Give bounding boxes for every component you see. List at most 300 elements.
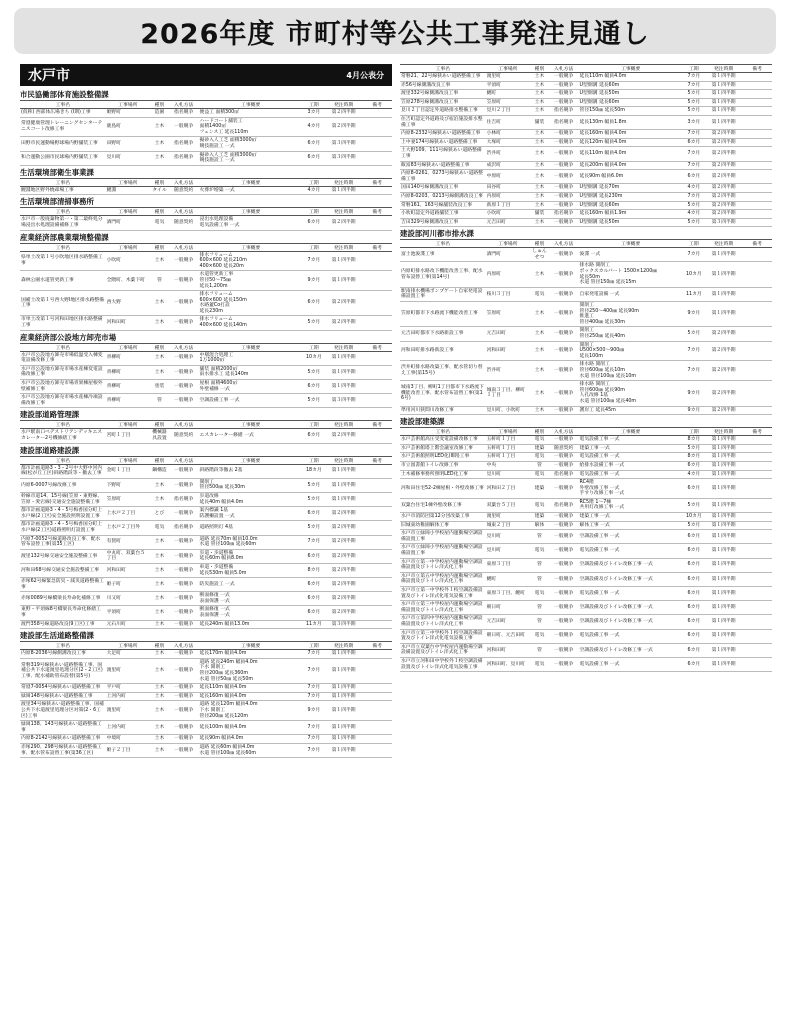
table-cell: 管 [530, 643, 549, 657]
table-cell [362, 735, 392, 744]
table-cell: 元吉田町 [486, 327, 531, 341]
table-cell: 土木 [530, 147, 549, 161]
table-cell: 一般競争 [169, 535, 199, 549]
right-sections [400, 64, 772, 672]
column-header: 備考 [742, 428, 772, 436]
table-cell: 6カ月 [303, 151, 325, 165]
table-cell: 成沢町 [486, 161, 531, 170]
table-row [400, 558, 772, 572]
construction-table [20, 343, 392, 409]
table-cell [742, 302, 772, 327]
table-cell: 第１四半期 [705, 479, 742, 499]
column-header: 発注時期 [325, 421, 362, 429]
table-header-row [400, 240, 772, 248]
right-column [400, 64, 772, 672]
table-cell: 指名競争 [169, 109, 199, 118]
table-cell: 第２四半期 [705, 201, 742, 210]
table-cell: 桜川３丁目 [486, 287, 531, 301]
table-row [20, 507, 392, 521]
table-cell: 建築工事 一式 [579, 513, 683, 522]
table-cell: 4カ月 [303, 186, 325, 195]
table-cell: 一般競争 [169, 549, 199, 563]
table-cell [362, 151, 392, 165]
table-cell: 水戸市立第五中学校屋内運動場空調設備設置及びトイレ洋式化工事 [400, 572, 486, 586]
table-cell: 西大野 [106, 291, 151, 316]
table-row [400, 248, 772, 262]
table-cell: 電気 [530, 587, 549, 601]
table-cell: 土木 [150, 478, 169, 492]
column-header: 工事名 [20, 101, 106, 109]
department-heading: 生活環境部衛生事業課 [20, 167, 94, 177]
table-cell: 土木 [530, 90, 549, 99]
table-cell: 城南３丁目、柳町１丁目 [486, 381, 531, 406]
table-cell: 土木 [150, 535, 169, 549]
table-cell: 下野町 [106, 478, 151, 492]
table-cell: 一般競争 [549, 262, 579, 287]
table-cell: 5カ月 [683, 107, 705, 116]
table-cell: 10カ月 [683, 513, 705, 522]
table-cell: 五軒町１丁目 [486, 444, 531, 453]
table-cell: 一般競争 [549, 544, 579, 558]
table-cell: 青柳町 [106, 365, 151, 379]
table-cell: 10カ月 [303, 351, 325, 365]
table-row [20, 549, 392, 563]
table-cell: 全隈町、木葉下町 [106, 271, 151, 291]
table-cell: 管 [530, 601, 549, 615]
table-cell: 第１四半期 [325, 186, 362, 195]
table-cell: 東原３丁目、鯉町 [486, 587, 531, 601]
table-cell: 第１四半期 [325, 478, 362, 492]
table-cell: 給排水設備工事 一式 [579, 461, 683, 470]
table-cell: 第１四半期 [705, 461, 742, 470]
table-cell [362, 365, 392, 379]
table-row [400, 81, 772, 90]
column-header: 備考 [362, 178, 392, 186]
department-heading: 建設部道路建設課 [20, 445, 80, 455]
table-cell: 延長110m 幅員4.0m [579, 147, 683, 161]
table-cell: 一般競争 [549, 461, 579, 470]
table-row [400, 470, 772, 479]
table-cell: 双葉台住宅1棟外壁改修工事 [400, 498, 486, 512]
column-header: 発注時期 [325, 101, 362, 109]
table-cell: 6カ月 [303, 216, 325, 230]
table-cell [362, 701, 392, 721]
table-row [20, 721, 392, 735]
table-cell [362, 429, 392, 443]
table-cell: 住吉町認定外道路及び宿泊施設排水整備工事 [400, 115, 486, 129]
table-cell [742, 107, 772, 116]
table-row [400, 572, 772, 586]
table-cell [742, 615, 772, 629]
column-header: 工事場所 [106, 642, 151, 650]
table-cell: 第１四半期 [705, 302, 742, 327]
column-header: 種別 [150, 642, 169, 650]
table-cell: 見川町 [486, 530, 531, 544]
table-cell: 内原7-0052号線道路改良工事、配水管布設替工事(第35工区) [20, 535, 106, 549]
table-cell: 一般競争 [549, 587, 579, 601]
table-cell [362, 650, 392, 659]
table-cell: 第１四半期 [325, 735, 362, 744]
table-cell: 河和田２丁目 [486, 479, 531, 499]
table-cell: U型側溝 延長50m [579, 90, 683, 99]
table-row [400, 498, 772, 512]
table-cell: 準用河川狭間川改修工事 [400, 406, 486, 415]
table-cell: 和合運動公園市民球場内野舗装工事 [20, 151, 106, 165]
table-cell: 一般競争 [549, 170, 579, 184]
table-cell: 中境町 [106, 735, 151, 744]
table-row [400, 643, 772, 657]
table-cell: 一般競争 [549, 558, 579, 572]
table-row [400, 327, 772, 341]
department-heading: 市民協働部体育施設整備課 [20, 90, 109, 99]
column-header: 入札方法 [549, 428, 579, 436]
table-row [20, 365, 392, 379]
table-cell: 住吉町 [486, 115, 531, 129]
table-row [20, 351, 392, 365]
table-cell [362, 606, 392, 620]
table-cell: 5カ月 [683, 90, 705, 99]
table-cell: 第３四半期 [325, 137, 362, 151]
table-row [20, 291, 392, 316]
table-cell: 指名競争 [169, 521, 199, 535]
table-cell: 第２四半期 [325, 592, 362, 606]
table-cell: 一般競争 [169, 620, 199, 629]
table-cell: 第１四半期 [325, 380, 362, 394]
table-cell: 緑岡148号線狭あい道路整備工事 [20, 692, 106, 701]
table-cell: 第２四半期 [325, 606, 362, 620]
table-cell: 上河内町 [106, 692, 151, 701]
table-row [400, 361, 772, 381]
column-header: 工事名 [20, 178, 106, 186]
table-cell: 一般競争 [549, 147, 579, 161]
table-row [400, 381, 772, 406]
table-cell: 渡里132号線交通安全施設整備工事 [20, 549, 106, 563]
table-cell: 一般競争 [549, 327, 579, 341]
table-row [20, 606, 392, 620]
column-header: 工事概要 [579, 65, 683, 73]
table-cell: 指名競争 [549, 470, 579, 479]
table-cell [362, 380, 392, 394]
table-row [400, 341, 772, 361]
table-cell: 第１四半期 [325, 365, 362, 379]
table-cell: 一般競争 [549, 287, 579, 301]
table-cell: 朝日町 [486, 601, 531, 615]
table-row [20, 535, 392, 549]
table-header-row [400, 65, 772, 73]
table-cell: 排水フリューム 400×600 延長140m [199, 316, 303, 330]
table-cell: 9カ月 [683, 302, 705, 327]
column-header: 入札方法 [169, 343, 199, 351]
table-row [20, 394, 392, 408]
table-cell: 常澄7-0054号線狭あい道路整備工事 [20, 684, 106, 693]
table-cell: 水戸市公設地方卸売市場低温受入棟変電設備改修工事 [20, 351, 106, 365]
table-cell [742, 341, 772, 361]
table-cell: 第１四半期 [705, 81, 742, 90]
table-cell: 土木 [150, 351, 169, 365]
table-cell: 4カ月 [303, 117, 325, 137]
table-cell: 7カ月 [303, 535, 325, 549]
table-cell: 鯉淵 [106, 186, 151, 195]
table-cell: 6カ月 [303, 507, 325, 521]
table-cell: (仮称) 西部体広場きち (Ⅰ期)工事 [20, 109, 106, 118]
table-cell: 開削工 U500×500～900㎜ 延長100m [579, 341, 683, 361]
table-cell: 土木 [530, 192, 549, 201]
table-cell: 小吹町 [486, 210, 531, 219]
table-cell: 河和田町 [486, 341, 531, 361]
column-header: 発注時期 [325, 456, 362, 464]
table-cell: 電気 [150, 216, 169, 230]
column-header: 工事名 [400, 65, 486, 73]
table-cell: 防災施設工 一式 [199, 578, 303, 592]
table-cell: 鯉町 [486, 90, 531, 99]
table-cell: 第１四半期 [705, 615, 742, 629]
table-cell [742, 643, 772, 657]
table-cell: 第１四半期 [705, 587, 742, 601]
department-heading: 建設部河川都市排水課 [400, 229, 474, 239]
table-cell: 小林町 [486, 130, 531, 139]
table-cell: 一般競争 [169, 721, 199, 735]
table-cell: 内原8-2142号線狭あい道路整備工事 [20, 735, 106, 744]
table-cell: 第２四半期 [325, 535, 362, 549]
column-header: 発注時期 [705, 65, 742, 73]
table-row [20, 743, 392, 757]
column-header: 種別 [150, 421, 169, 429]
table-cell: 内原8-2036号線側溝改良工事 [20, 650, 106, 659]
table-cell: 五軒町１丁目 [486, 436, 531, 445]
table-cell: 鯉町 [486, 572, 531, 586]
table-row [400, 406, 772, 415]
table-cell: 10カ月 [683, 262, 705, 287]
table-cell: 酒門町 [106, 216, 151, 230]
table-cell: 一般競争 [549, 572, 579, 586]
table-cell: 水戸市一般廃棄物第一・第二最終処分場浸出水処理設備補修工事 [20, 216, 106, 230]
table-cell: 電気 [530, 544, 549, 558]
table-cell: 延長110m 幅員4.0m [579, 73, 683, 82]
table-cell: 渡里332号線側溝改良工事 [400, 90, 486, 99]
table-row [20, 650, 392, 659]
construction-table [20, 243, 392, 331]
table-cell: 第１四半期 [705, 544, 742, 558]
table-cell: 建築 [530, 479, 549, 499]
table-cell: 第１四半期 [325, 743, 362, 757]
table-cell: 水戸市立第四中学校屋内運動場空調設備設置及びトイレ洋式化工事 [400, 615, 486, 629]
column-header: 工期 [683, 65, 705, 73]
column-header: 種別 [530, 428, 549, 436]
table-cell: 5カ月 [303, 521, 325, 535]
table-cell: 城南3丁目、柳町1丁目都市下水路流下機能改善工事、配水管布設替工事(第16号) [400, 381, 486, 406]
column-header: 工期 [303, 243, 325, 251]
column-header: 工期 [303, 208, 325, 216]
table-cell: 東原３丁目 [486, 558, 531, 572]
table-cell: 見川町 [486, 544, 531, 558]
table-cell: 駅南排水機場ポンプゲート自家発電設備設置工事 [400, 287, 486, 301]
table-cell: 平須町 [486, 81, 531, 90]
column-header: 工事概要 [199, 208, 303, 216]
column-header: 入札方法 [549, 240, 579, 248]
table-cell: 第２四半期 [705, 170, 742, 184]
table-row [20, 620, 392, 629]
table-cell: 水戸駅南口ペデストリアンデッキエスカレーター2号機修繕工事 [20, 429, 106, 443]
table-cell: 建築工事 一式 [579, 444, 683, 453]
table-cell: 断面修復 一式 表面保護 一式 [199, 592, 303, 606]
page-title: 2026年度 市町村等公共工事発注見通し [14, 8, 776, 54]
table-cell: 小吹町 [106, 251, 151, 271]
table-row [400, 201, 772, 210]
table-cell: 上中妻174号線狭あい道路整備工事 [400, 138, 486, 147]
table-header-row [20, 178, 392, 186]
column-header: 種別 [150, 178, 169, 186]
column-header: 発注時期 [325, 178, 362, 186]
table-cell: 延長100m 幅員4.0m [199, 721, 303, 735]
table-cell: 水戸芸術館高圧受変電設備改修工事 [400, 436, 486, 445]
table-cell: 内原8-2332号線狭あい道路整備工事 [400, 130, 486, 139]
table-row [20, 109, 392, 118]
table-cell: 青柳町 [106, 351, 151, 365]
column-header: 工事概要 [199, 642, 303, 650]
table-cell: 土木 [150, 650, 169, 659]
table-cell: 6カ月 [683, 479, 705, 499]
table-cell [742, 262, 772, 287]
table-cell: 都市計画道路3・4・5号梅香国分町上水戸線(2工区)安全施設照明設置工事 [20, 507, 106, 521]
table-row [400, 262, 772, 287]
table-cell: 水戸市立第一中学校屋内運動場空調設備設置及びトイレ洋式化工事 [400, 558, 486, 572]
table-cell [742, 147, 772, 161]
table-cell: 指名競争 [549, 210, 579, 219]
table-cell [362, 137, 392, 151]
table-cell: 電気 [530, 287, 549, 301]
table-cell [742, 361, 772, 381]
table-header-row [20, 642, 392, 650]
table-cell: 土木 [530, 327, 549, 341]
table-row [400, 302, 772, 327]
table-header-row [20, 343, 392, 351]
table-cell: 常澄健康管理トレーニングセンターテニスコート改修工事 [20, 117, 106, 137]
table-cell: 塗装 [150, 380, 169, 394]
table-row [400, 479, 772, 499]
table-cell: 第２四半期 [325, 578, 362, 592]
table-cell: 一般競争 [549, 601, 579, 615]
table-cell: 6カ月 [683, 615, 705, 629]
column-header: 工事場所 [106, 208, 151, 216]
column-header: 入札方法 [169, 178, 199, 186]
table-cell: 指名競争 [549, 115, 579, 129]
table-cell: 水戸市公設地方卸売市場水産棟冷凍設備改修工事 [20, 394, 106, 408]
table-cell: 電気設備工事 一式 [579, 436, 683, 445]
table-cell: 土木 [530, 138, 549, 147]
table-cell: 土木 [150, 549, 169, 563]
construction-table [400, 64, 772, 227]
column-header: 工期 [303, 456, 325, 464]
table-cell: 一般競争 [169, 701, 199, 721]
column-header: 発注時期 [705, 428, 742, 436]
table-cell: タイル [150, 186, 169, 195]
table-cell: U型側溝 延長60m [579, 81, 683, 90]
column-header: 工事場所 [486, 428, 531, 436]
table-cell: 土木 [150, 117, 169, 137]
table-row [400, 444, 772, 453]
table-cell [742, 90, 772, 99]
table-cell: 一般競争 [169, 692, 199, 701]
table-cell: 第１四半期 [705, 657, 742, 671]
table-cell: 第１四半期 [325, 351, 362, 365]
table-cell: 電気 [530, 436, 549, 445]
table-cell: 7カ月 [683, 361, 705, 381]
column-header: 入札方法 [169, 456, 199, 464]
table-cell [742, 201, 772, 210]
table-cell: 土木 [530, 184, 549, 193]
table-cell: 一般競争 [169, 291, 199, 316]
table-cell: 道路 延長70m 幅員10.0m 水道 管径100㎜ 延長60m [199, 535, 303, 549]
table-cell: 電気設備工事 一式 [579, 629, 683, 643]
table-cell: 管 [530, 530, 549, 544]
table-cell: 延長160m 幅員4.0m [199, 692, 303, 701]
table-cell: 6カ月 [683, 601, 705, 615]
table-cell: 道路 延長120m 幅員4.0m 下水 開削工 管径200㎜ 延長120m [199, 701, 303, 721]
table-cell: 4カ月 [683, 470, 705, 479]
table-row [20, 692, 392, 701]
table-cell: 渋井町 [486, 147, 531, 161]
column-header: 工事名 [20, 642, 106, 650]
table-cell: 5カ月 [683, 218, 705, 227]
table-cell: 一般競争 [169, 563, 199, 577]
table-cell: 土木 [530, 341, 549, 361]
table-cell: 5カ月 [683, 498, 705, 512]
table-cell: 第２四半期 [325, 117, 362, 137]
table-cell: 水戸市立第三中学校屋内運動場空調設備設置及びトイレ洋式化工事 [400, 601, 486, 615]
department-heading: 建設部生活道路整備課 [20, 631, 94, 641]
table-cell [362, 394, 392, 408]
table-cell: 一般競争 [549, 218, 579, 227]
table-cell [742, 558, 772, 572]
table-cell [362, 592, 392, 606]
table-cell: 解体 [530, 521, 549, 530]
table-row [20, 735, 392, 744]
table-row [20, 271, 392, 291]
left-column [20, 64, 392, 758]
table-cell [742, 436, 772, 445]
table-cell: 一般競争 [549, 130, 579, 139]
table-cell: 県単土改第１号小吹地区排水路整備工事 [20, 251, 106, 271]
table-cell: 河和田町、見川町 [486, 657, 531, 671]
table-cell: 一般競争 [169, 578, 199, 592]
table-cell: 一般競争 [169, 478, 199, 492]
table-cell: 9カ月 [303, 701, 325, 721]
table-cell [742, 327, 772, 341]
construction-table [20, 420, 392, 443]
table-cell: 第１四半期 [705, 629, 742, 643]
table-cell: 市単土改第１号河和田地区排水路整備工事 [20, 316, 106, 330]
column-header: 入札方法 [169, 243, 199, 251]
table-cell: 一般競争 [549, 513, 579, 522]
table-cell: 電気設備工事 一式 [579, 587, 683, 601]
table-cell: 見川町 [106, 151, 151, 165]
column-header: 工事場所 [106, 421, 151, 429]
table-cell [362, 549, 392, 563]
table-cell: 河和田町排水路新設工事 [400, 341, 486, 361]
column-header: 工事場所 [486, 240, 531, 248]
table-cell: 第２四半期 [705, 138, 742, 147]
table-cell: 青柳町 [106, 380, 151, 394]
table-cell: 一般競争 [549, 161, 579, 170]
table-cell: 開削工 管径500㎜ 延長30m [199, 478, 303, 492]
table-cell: 6カ月 [683, 657, 705, 671]
table-cell: 管 [150, 394, 169, 408]
table-cell: 渡里町 [486, 73, 531, 82]
table-header-row [20, 243, 392, 251]
table-cell: 都市計画道路3・3・2号中大野中河内線(松が丘工区)斜路階段等・撤去工事 [20, 464, 106, 478]
table-cell: 朝日町、元吉田町 [486, 629, 531, 643]
column-header: 工事場所 [106, 101, 151, 109]
